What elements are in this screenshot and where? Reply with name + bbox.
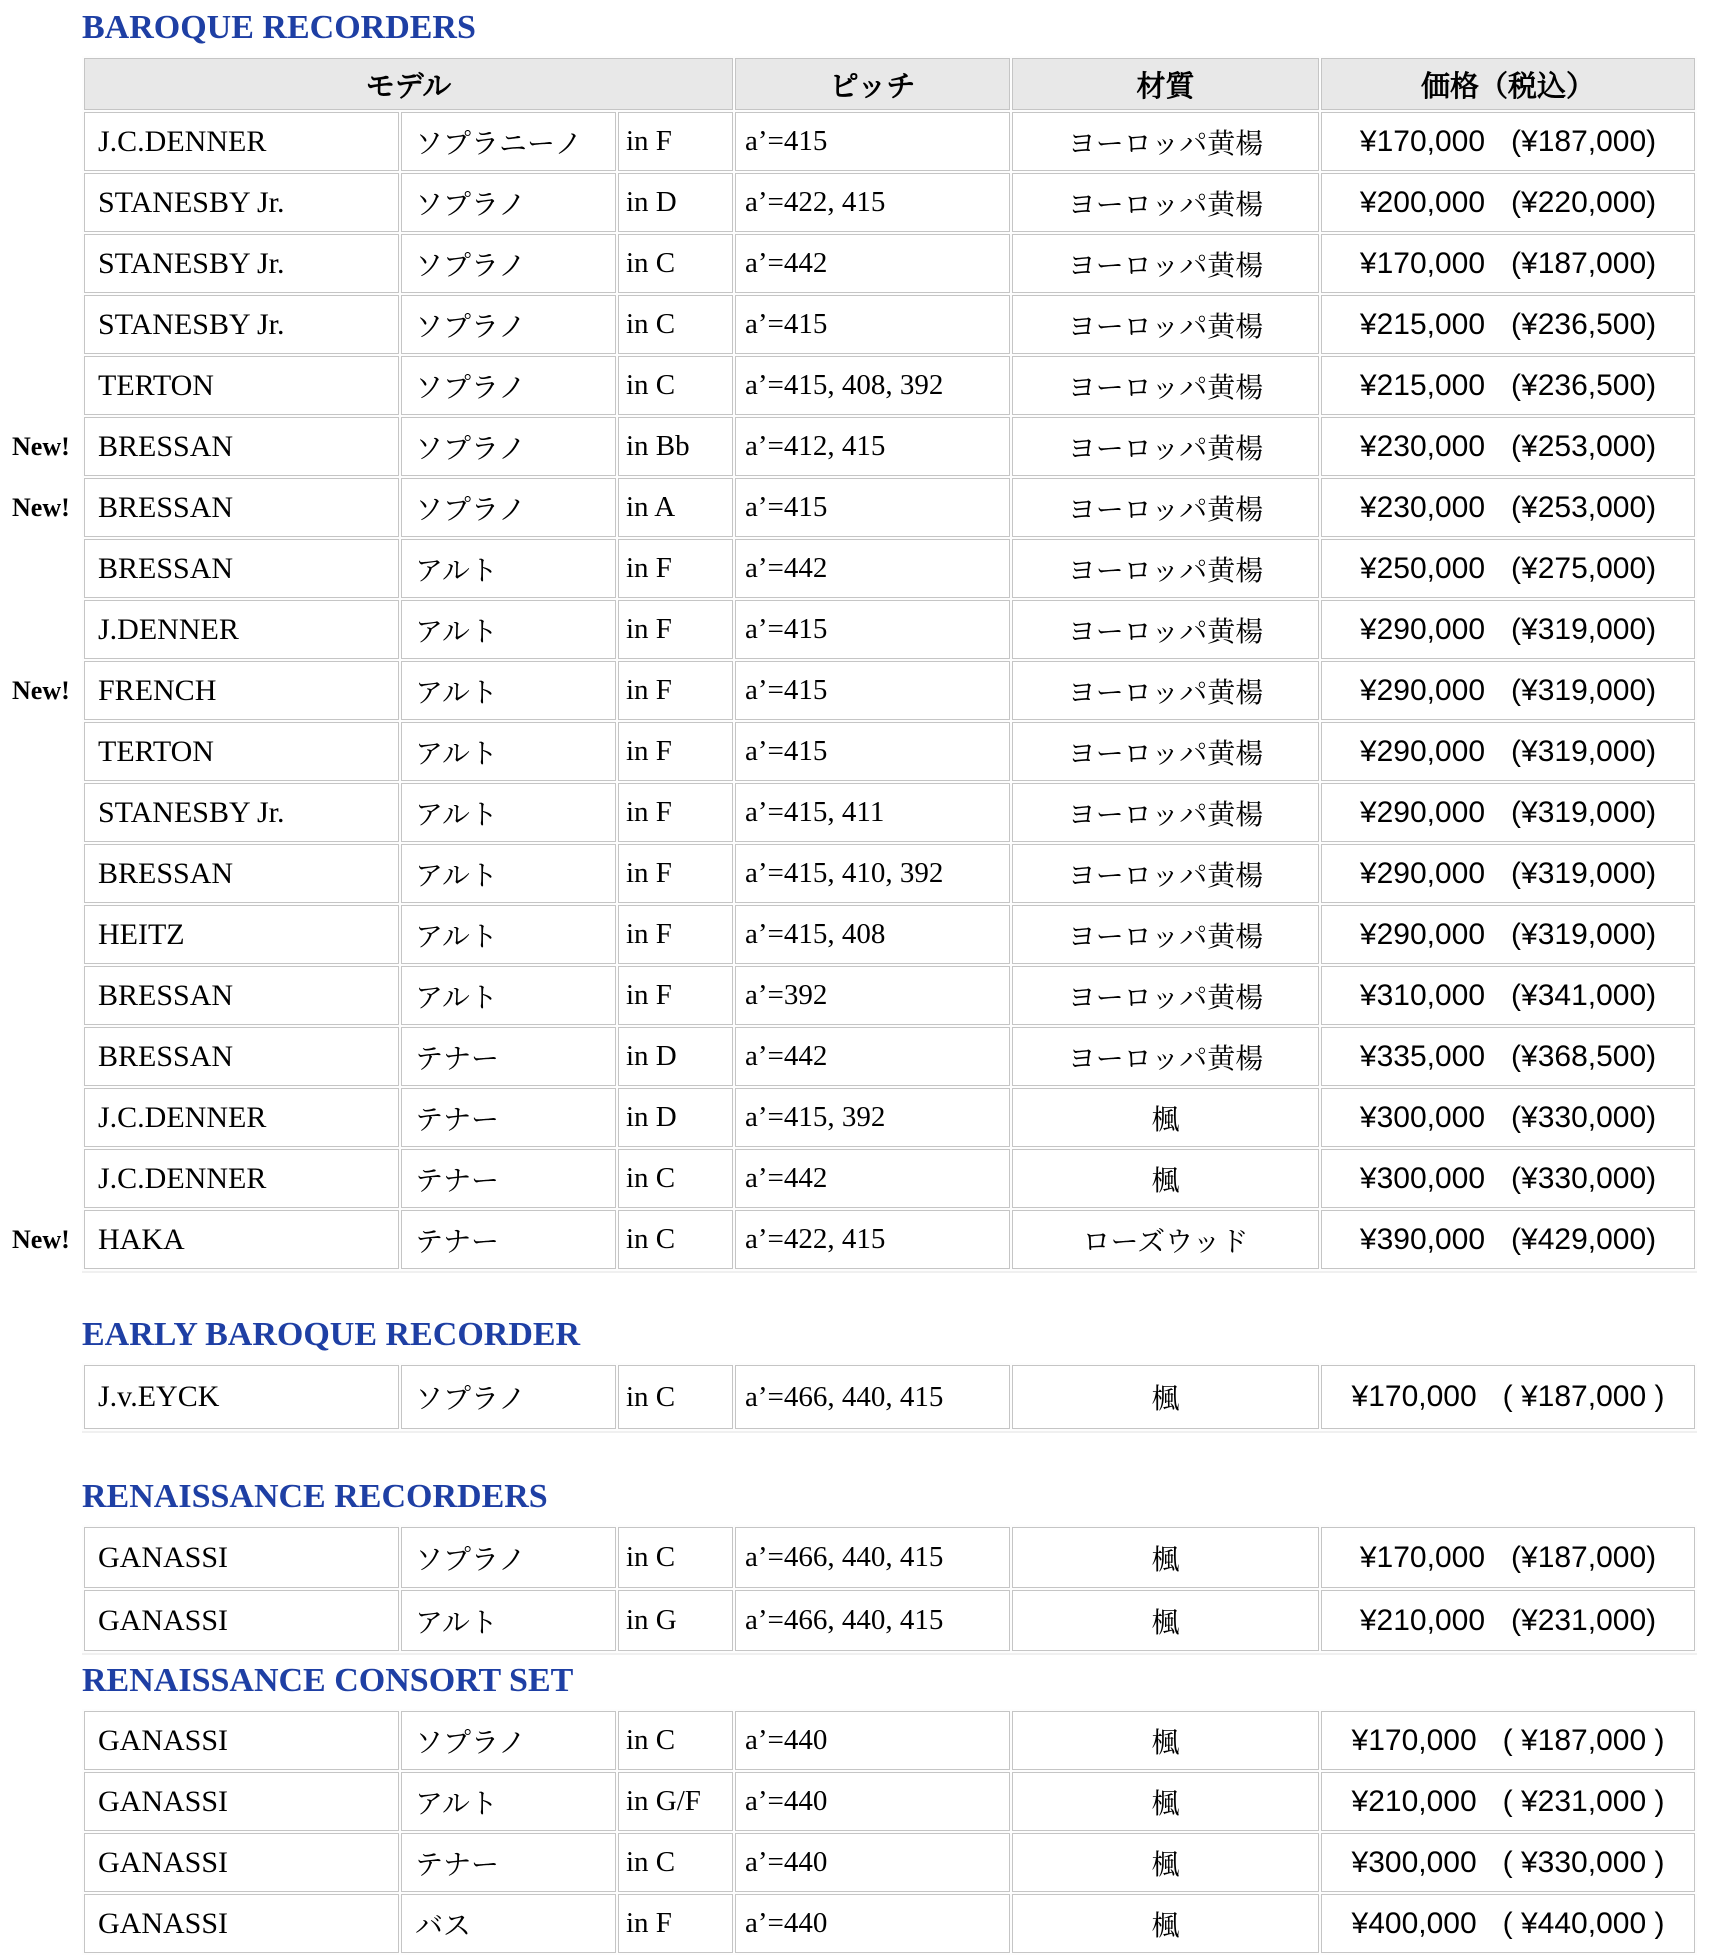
price-list-page	[0, 8, 1714, 1955]
price-value: ¥170,000	[1351, 1723, 1477, 1757]
price-tax: (¥368,500)	[1511, 1039, 1657, 1073]
price-tax: ( ¥330,000 )	[1502, 1845, 1665, 1879]
pitch-cell: a’=440	[735, 1894, 1010, 1953]
material-cell: ヨーロッパ黄楊	[1012, 539, 1319, 598]
section-title: BAROQUE RECORDERS	[82, 9, 476, 46]
model-cell: BRESSAN	[84, 539, 399, 598]
key-cell: in C	[618, 1711, 733, 1770]
key-cell: in F	[618, 905, 733, 964]
material-cell: ヨーロッパ黄楊	[1012, 173, 1319, 232]
table-row	[84, 1149, 1695, 1208]
table-row	[84, 539, 1695, 598]
pitch-cell: a’=466, 440, 415	[735, 1365, 1010, 1429]
model-cell: GANASSI	[84, 1772, 399, 1831]
key-cell: in F	[618, 844, 733, 903]
price-value: ¥200,000	[1359, 185, 1486, 219]
type-cell: アルト	[401, 1772, 616, 1831]
price-tax: (¥319,000)	[1511, 917, 1657, 951]
pitch-cell: a’=415, 411	[735, 783, 1010, 842]
pitch-cell: a’=442	[735, 539, 1010, 598]
price-wrap	[1323, 674, 1693, 708]
material-cell: ヨーロッパ黄楊	[1012, 417, 1319, 476]
type-cell: アルト	[401, 539, 616, 598]
key-cell: in F	[618, 539, 733, 598]
table-row	[84, 1527, 1695, 1588]
price-value: ¥170,000	[1359, 124, 1486, 158]
material-cell: ヨーロッパ黄楊	[1012, 600, 1319, 659]
pitch-cell: a’=412, 415	[735, 417, 1010, 476]
table-row	[84, 417, 1695, 476]
pitch-cell: a’=422, 415	[735, 1210, 1010, 1269]
type-cell: アルト	[401, 600, 616, 659]
model-cell: GANASSI	[84, 1894, 399, 1953]
price-wrap	[1323, 1846, 1693, 1880]
header-model: モデル	[84, 58, 733, 110]
model-cell: GANASSI	[84, 1711, 399, 1770]
price-value: ¥210,000	[1351, 1784, 1477, 1818]
price-cell	[1321, 600, 1695, 659]
price-cell	[1321, 1711, 1695, 1770]
price-cell	[1321, 173, 1695, 232]
price-wrap	[1323, 308, 1693, 342]
model-cell: BRESSAN	[84, 1027, 399, 1086]
material-cell: 楓	[1012, 1590, 1319, 1651]
key-cell: in F	[618, 966, 733, 1025]
table-row	[84, 1088, 1695, 1147]
price-tax: (¥319,000)	[1511, 856, 1657, 890]
price-wrap	[1323, 125, 1693, 159]
price-wrap	[1323, 491, 1693, 525]
price-tax: (¥236,500)	[1511, 368, 1657, 402]
type-cell: バス	[401, 1894, 616, 1953]
price-value: ¥390,000	[1359, 1222, 1486, 1256]
table-header	[84, 58, 1695, 110]
type-cell: テナー	[401, 1149, 616, 1208]
price-value: ¥170,000	[1359, 1540, 1486, 1574]
table-row	[84, 173, 1695, 232]
material-cell: ヨーロッパ黄楊	[1012, 112, 1319, 171]
material-cell: ローズウッド	[1012, 1210, 1319, 1269]
price-tax: (¥330,000)	[1511, 1100, 1657, 1134]
header-price: 価格（税込）	[1321, 58, 1695, 110]
price-value: ¥300,000	[1359, 1100, 1486, 1134]
price-cell	[1321, 112, 1695, 171]
key-cell: in A	[618, 478, 733, 537]
price-cell	[1321, 356, 1695, 415]
pitch-cell: a’=442	[735, 234, 1010, 293]
type-cell: ソプラノ	[401, 295, 616, 354]
key-cell: in F	[618, 661, 733, 720]
pitch-cell: a’=415, 408, 392	[735, 356, 1010, 415]
model-cell: STANESBY Jr.	[84, 295, 399, 354]
key-cell: in G	[618, 1590, 733, 1651]
type-cell: ソプラノ	[401, 1365, 616, 1429]
type-cell: アルト	[401, 1590, 616, 1651]
table-row	[84, 905, 1695, 964]
material-cell: ヨーロッパ黄楊	[1012, 478, 1319, 537]
price-tax: (¥319,000)	[1511, 673, 1657, 707]
price-value: ¥310,000	[1359, 978, 1486, 1012]
model-cell: BRESSAN	[84, 417, 399, 476]
price-cell	[1321, 295, 1695, 354]
type-cell: ソプラノ	[401, 478, 616, 537]
price-tax: (¥319,000)	[1511, 612, 1657, 646]
price-wrap	[1323, 979, 1693, 1013]
price-tax: (¥319,000)	[1511, 734, 1657, 768]
new-badge: New!	[12, 675, 70, 705]
type-cell: アルト	[401, 783, 616, 842]
price-cell	[1321, 844, 1695, 903]
table-row	[84, 234, 1695, 293]
price-value: ¥290,000	[1359, 734, 1486, 768]
price-cell	[1321, 234, 1695, 293]
model-cell: STANESBY Jr.	[84, 173, 399, 232]
key-cell: in F	[618, 1894, 733, 1953]
price-tax: (¥330,000)	[1511, 1161, 1657, 1195]
model-cell: BRESSAN	[84, 844, 399, 903]
price-tax: ( ¥187,000 )	[1502, 1380, 1665, 1413]
material-cell: 楓	[1012, 1711, 1319, 1770]
pitch-cell: a’=415, 408	[735, 905, 1010, 964]
model-cell: GANASSI	[84, 1590, 399, 1651]
type-cell: アルト	[401, 844, 616, 903]
price-value: ¥290,000	[1359, 795, 1486, 829]
key-cell: in D	[618, 1027, 733, 1086]
material-cell: 楓	[1012, 1149, 1319, 1208]
price-list-section	[0, 1315, 1714, 1431]
header-material: 材質	[1012, 58, 1319, 110]
price-table	[82, 1363, 1697, 1431]
price-list-section	[0, 1477, 1714, 1653]
pitch-cell: a’=440	[735, 1711, 1010, 1770]
section-title: EARLY BAROQUE RECORDER	[82, 1316, 581, 1353]
model-cell: J.C.DENNER	[84, 1149, 399, 1208]
table-row	[84, 661, 1695, 720]
price-tax: (¥319,000)	[1511, 795, 1657, 829]
type-cell: ソプラノ	[401, 173, 616, 232]
pitch-cell: a’=415, 410, 392	[735, 844, 1010, 903]
price-value: ¥210,000	[1359, 1603, 1486, 1637]
pitch-cell: a’=440	[735, 1772, 1010, 1831]
price-cell	[1321, 1210, 1695, 1269]
key-cell: in F	[618, 112, 733, 171]
model-cell: HAKA	[84, 1210, 399, 1269]
price-wrap	[1323, 613, 1693, 647]
material-cell: ヨーロッパ黄楊	[1012, 295, 1319, 354]
key-cell: in C	[618, 1833, 733, 1892]
table-row	[84, 478, 1695, 537]
price-value: ¥230,000	[1359, 490, 1486, 524]
price-table	[82, 1525, 1697, 1653]
table-row	[84, 722, 1695, 781]
price-wrap	[1323, 1101, 1693, 1135]
table-row	[84, 1365, 1695, 1429]
price-tax: (¥253,000)	[1511, 490, 1657, 524]
price-cell	[1321, 661, 1695, 720]
price-wrap	[1323, 1541, 1693, 1575]
price-tax: (¥429,000)	[1511, 1222, 1657, 1256]
table-row	[84, 1894, 1695, 1953]
model-cell: GANASSI	[84, 1527, 399, 1588]
material-cell: 楓	[1012, 1772, 1319, 1831]
material-cell: 楓	[1012, 1833, 1319, 1892]
price-cell	[1321, 539, 1695, 598]
pitch-cell: a’=392	[735, 966, 1010, 1025]
price-cell	[1321, 905, 1695, 964]
table-row	[84, 1833, 1695, 1892]
type-cell: ソプラノ	[401, 1527, 616, 1588]
type-cell: アルト	[401, 966, 616, 1025]
model-cell: BRESSAN	[84, 966, 399, 1025]
key-cell: in C	[618, 1527, 733, 1588]
key-cell: in C	[618, 295, 733, 354]
table-row	[84, 1711, 1695, 1770]
type-cell: アルト	[401, 661, 616, 720]
price-tax: (¥253,000)	[1511, 429, 1657, 463]
price-tax: ( ¥440,000 )	[1502, 1906, 1665, 1940]
material-cell: ヨーロッパ黄楊	[1012, 844, 1319, 903]
price-tax: (¥187,000)	[1511, 1540, 1657, 1574]
price-cell	[1321, 1894, 1695, 1953]
price-tax: ( ¥187,000 )	[1502, 1723, 1665, 1757]
key-cell: in C	[618, 1210, 733, 1269]
price-value: ¥300,000	[1351, 1845, 1477, 1879]
price-value: ¥170,000	[1351, 1380, 1477, 1413]
model-cell: FRENCH	[84, 661, 399, 720]
material-cell: ヨーロッパ黄楊	[1012, 234, 1319, 293]
price-cell	[1321, 1590, 1695, 1651]
price-cell	[1321, 722, 1695, 781]
pitch-cell: a’=415	[735, 722, 1010, 781]
header-pitch: ピッチ	[735, 58, 1010, 110]
type-cell: テナー	[401, 1210, 616, 1269]
material-cell: ヨーロッパ黄楊	[1012, 783, 1319, 842]
price-wrap	[1323, 369, 1693, 403]
price-cell	[1321, 478, 1695, 537]
model-cell: TERTON	[84, 722, 399, 781]
pitch-cell: a’=415	[735, 600, 1010, 659]
type-cell: ソプラノ	[401, 417, 616, 476]
table-row	[84, 356, 1695, 415]
table-row	[84, 1772, 1695, 1831]
model-cell: BRESSAN	[84, 478, 399, 537]
model-cell: J.C.DENNER	[84, 112, 399, 171]
price-tax: (¥187,000)	[1511, 246, 1657, 280]
type-cell: テナー	[401, 1027, 616, 1086]
type-cell: ソプラノ	[401, 234, 616, 293]
price-wrap	[1323, 1724, 1693, 1758]
pitch-cell: a’=440	[735, 1833, 1010, 1892]
price-wrap	[1323, 1040, 1693, 1074]
material-cell: 楓	[1012, 1527, 1319, 1588]
type-cell: アルト	[401, 905, 616, 964]
key-cell: in Bb	[618, 417, 733, 476]
material-cell: ヨーロッパ黄楊	[1012, 356, 1319, 415]
model-cell: GANASSI	[84, 1833, 399, 1892]
price-wrap	[1323, 247, 1693, 281]
pitch-cell: a’=466, 440, 415	[735, 1590, 1010, 1651]
pitch-cell: a’=415	[735, 478, 1010, 537]
model-cell: J.DENNER	[84, 600, 399, 659]
price-wrap	[1323, 1604, 1693, 1638]
type-cell: アルト	[401, 722, 616, 781]
material-cell: 楓	[1012, 1088, 1319, 1147]
material-cell: ヨーロッパ黄楊	[1012, 1027, 1319, 1086]
table-row	[84, 1590, 1695, 1651]
price-tax: (¥187,000)	[1511, 124, 1657, 158]
price-wrap	[1323, 918, 1693, 952]
price-value: ¥215,000	[1359, 368, 1486, 402]
model-cell: TERTON	[84, 356, 399, 415]
price-table	[82, 1709, 1697, 1955]
model-cell: J.C.DENNER	[84, 1088, 399, 1147]
price-cell	[1321, 783, 1695, 842]
price-value: ¥290,000	[1359, 673, 1486, 707]
price-wrap	[1323, 1162, 1693, 1196]
price-tax: (¥220,000)	[1511, 185, 1657, 219]
table-row	[84, 966, 1695, 1025]
model-cell: J.v.EYCK	[84, 1365, 399, 1429]
table-row	[84, 1027, 1695, 1086]
model-cell: HEITZ	[84, 905, 399, 964]
type-cell: ソプラノ	[401, 1711, 616, 1770]
material-cell: ヨーロッパ黄楊	[1012, 661, 1319, 720]
material-cell: ヨーロッパ黄楊	[1012, 722, 1319, 781]
key-cell: in F	[618, 600, 733, 659]
table-row	[84, 844, 1695, 903]
table-row	[84, 1210, 1695, 1269]
price-wrap	[1323, 186, 1693, 220]
price-value: ¥290,000	[1359, 612, 1486, 646]
price-wrap	[1323, 1380, 1693, 1414]
price-wrap	[1323, 552, 1693, 586]
key-cell: in C	[618, 1365, 733, 1429]
price-tax: (¥341,000)	[1511, 978, 1657, 1012]
price-value: ¥250,000	[1359, 551, 1486, 585]
section-title: RENAISSANCE RECORDERS	[82, 1478, 548, 1515]
key-cell: in F	[618, 783, 733, 842]
material-cell: ヨーロッパ黄楊	[1012, 966, 1319, 1025]
price-cell	[1321, 966, 1695, 1025]
key-cell: in D	[618, 173, 733, 232]
key-cell: in C	[618, 356, 733, 415]
price-value: ¥170,000	[1359, 246, 1486, 280]
price-tax: (¥236,500)	[1511, 307, 1657, 341]
table-row	[84, 600, 1695, 659]
price-wrap	[1323, 735, 1693, 769]
price-cell	[1321, 1365, 1695, 1429]
price-tax: (¥275,000)	[1511, 551, 1657, 585]
pitch-cell: a’=415	[735, 661, 1010, 720]
price-wrap	[1323, 1223, 1693, 1257]
pitch-cell: a’=466, 440, 415	[735, 1527, 1010, 1588]
price-table	[82, 56, 1697, 1271]
price-wrap	[1323, 796, 1693, 830]
material-cell: 楓	[1012, 1365, 1319, 1429]
price-value: ¥400,000	[1351, 1906, 1477, 1940]
model-cell: STANESBY Jr.	[84, 234, 399, 293]
price-value: ¥300,000	[1359, 1161, 1486, 1195]
price-value: ¥290,000	[1359, 917, 1486, 951]
key-cell: in D	[618, 1088, 733, 1147]
pitch-cell: a’=415	[735, 112, 1010, 171]
table-row	[84, 295, 1695, 354]
price-value: ¥335,000	[1359, 1039, 1486, 1073]
price-tax: (¥231,000)	[1511, 1603, 1657, 1637]
price-value: ¥290,000	[1359, 856, 1486, 890]
type-cell: テナー	[401, 1833, 616, 1892]
type-cell: ソプラノ	[401, 356, 616, 415]
key-cell: in C	[618, 1149, 733, 1208]
price-cell	[1321, 1527, 1695, 1588]
price-wrap	[1323, 857, 1693, 891]
new-badge: New!	[12, 1224, 70, 1254]
pitch-cell: a’=442	[735, 1027, 1010, 1086]
price-cell	[1321, 1149, 1695, 1208]
new-badge: New!	[12, 492, 70, 522]
price-cell	[1321, 417, 1695, 476]
pitch-cell: a’=422, 415	[735, 173, 1010, 232]
pitch-cell: a’=442	[735, 1149, 1010, 1208]
key-cell: in F	[618, 722, 733, 781]
new-badge: New!	[12, 431, 70, 461]
pitch-cell: a’=415	[735, 295, 1010, 354]
price-wrap	[1323, 430, 1693, 464]
price-cell	[1321, 1833, 1695, 1892]
price-list-section	[0, 1661, 1714, 1955]
key-cell: in C	[618, 234, 733, 293]
material-cell: ヨーロッパ黄楊	[1012, 905, 1319, 964]
section-title: RENAISSANCE CONSORT SET	[82, 1662, 574, 1699]
type-cell: テナー	[401, 1088, 616, 1147]
pitch-cell: a’=415, 392	[735, 1088, 1010, 1147]
price-cell	[1321, 1772, 1695, 1831]
table-row	[84, 783, 1695, 842]
price-wrap	[1323, 1785, 1693, 1819]
material-cell: 楓	[1012, 1894, 1319, 1953]
price-list-section	[0, 8, 1714, 1271]
price-cell	[1321, 1027, 1695, 1086]
table-row	[84, 112, 1695, 171]
model-cell: STANESBY Jr.	[84, 783, 399, 842]
price-value: ¥230,000	[1359, 429, 1486, 463]
price-cell	[1321, 1088, 1695, 1147]
type-cell: ソプラニーノ	[401, 112, 616, 171]
price-tax: ( ¥231,000 )	[1502, 1784, 1665, 1818]
key-cell: in G/F	[618, 1772, 733, 1831]
price-value: ¥215,000	[1359, 307, 1486, 341]
